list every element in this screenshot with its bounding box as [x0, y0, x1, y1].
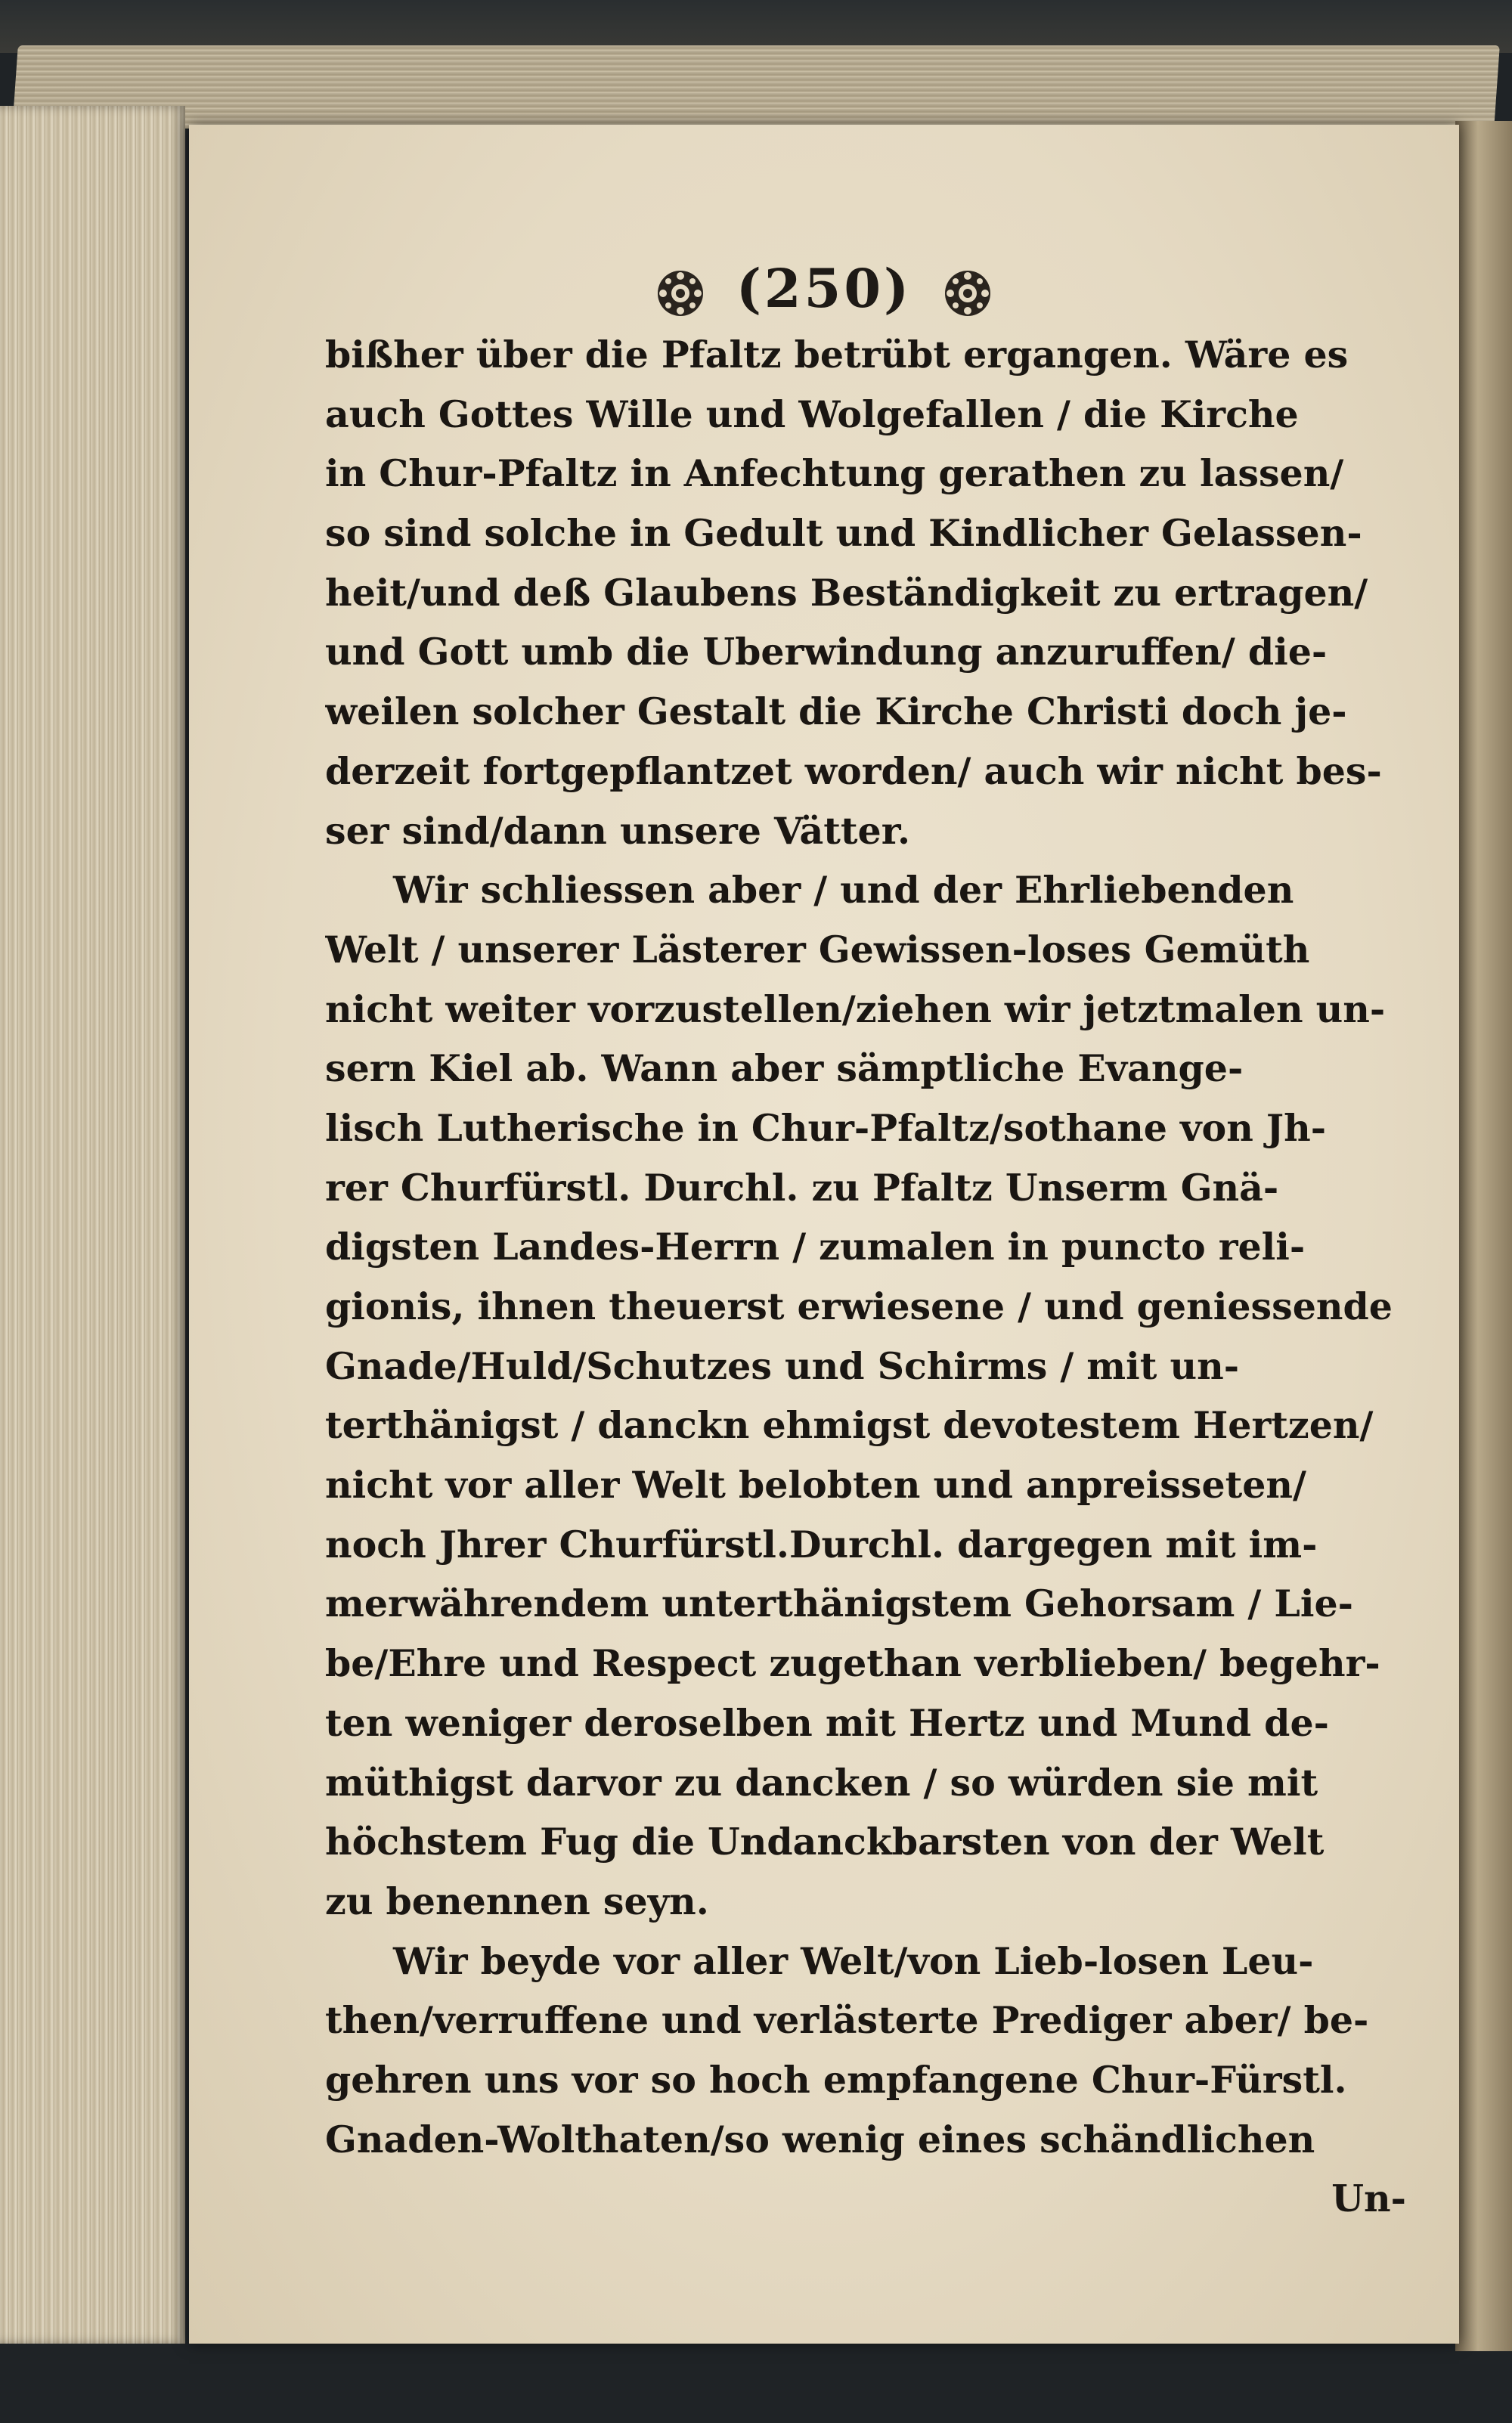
text-line: nicht weiter vorzustellen/ziehen wir jetztmalen un- — [325, 987, 1386, 1031]
text-line: in Chur-Pfaltz in Anfechtung gerathen zu lassen/ — [325, 451, 1344, 496]
body-text — [325, 325, 1406, 2229]
text-line: weilen solcher Gestalt die Kirche Christi doch je- — [325, 689, 1347, 734]
text-line: Welt / unserer Lästerer Gewissen-loses Gemüth — [325, 927, 1310, 971]
rosette-ornament-right-icon — [941, 267, 994, 320]
text-line: Gnade/Huld/Schutzes und Schirms / mit un- — [325, 1343, 1240, 1388]
text-line: lisch Lutherische in Chur-Pfaltz/sothane von Jh- — [325, 1105, 1327, 1150]
text-line: derzeit fortgepflantzet worden/ auch wir nicht bes- — [325, 748, 1382, 793]
text-line: müthigst darvor zu dancken / so würden sie mit — [325, 1760, 1318, 1805]
text-line: sern Kiel ab. Wann aber sämptliche Evange- — [325, 1046, 1244, 1091]
rosette-ornament-left-icon — [654, 267, 707, 320]
text-line: ten weniger deroselben mit Hertz und Mund de- — [325, 1700, 1329, 1745]
text-line: rer Churfürstl. Durchl. zu Pfaltz Unserm Gnä- — [325, 1165, 1279, 1210]
text-line: und Gott umb die Uberwindung anzuruffen/ die- — [325, 630, 1328, 674]
paragraph-start-line: Wir schliessen aber / und der Ehrliebenden — [393, 868, 1294, 912]
text-line: gehren uns vor so hoch empfangene Chur-Fürstl. — [325, 2057, 1347, 2102]
book-page — [189, 125, 1459, 2344]
text-line: heit/und deß Glaubens Beständigkeit zu ertragen/ — [325, 570, 1368, 615]
text-line: nicht vor aller Welt belobten und anpreisseten/ — [325, 1463, 1306, 1507]
page-header — [189, 257, 1459, 320]
text-line: terthänigst / danckn ehmigst devotestem Hertzen/ — [325, 1403, 1374, 1448]
text-line: so sind solche in Gedult und Kindlicher Gelassen- — [325, 511, 1362, 556]
text-line: zu benennen seyn. — [325, 1879, 709, 1923]
text-line: merwährendem unterthänigstem Gehorsam / Lie- — [325, 1582, 1353, 1626]
text-line: digsten Landes-Herrn / zumalen in puncto reli- — [325, 1225, 1306, 1269]
text-line: gionis, ihnen theuerst erwiesene / und geniessende — [325, 1284, 1393, 1328]
text-line: noch Jhrer Churfürstl.Durchl. dargegen mit im- — [325, 1522, 1318, 1566]
catchword: Un- — [1331, 2177, 1406, 2221]
text-line: höchstem Fug die Undanckbarsten von der Welt — [325, 1820, 1325, 1864]
text-line: be/Ehre und Respect zugethan verblieben/ begehr- — [325, 1641, 1380, 1686]
text-line: then/verruffene und verlästerte Prediger aber/ be- — [325, 1998, 1369, 2043]
text-line: Gnaden-Wolthaten/so wenig eines schändlichen — [325, 2117, 1315, 2161]
left-page-edges — [0, 106, 185, 2344]
text-line: ser sind/dann unsere Vätter. — [325, 808, 911, 853]
right-page-edge — [1455, 121, 1512, 2351]
paragraph-start-line: Wir beyde vor aller Welt/von Lieb-losen Leu- — [393, 1938, 1314, 1983]
text-line: bißher über die Pfaltz betrübt ergangen. Wäre es — [325, 333, 1349, 376]
text-line: auch Gottes Wille und Wolgefallen / die Kirche — [325, 392, 1299, 436]
top-page-edges — [12, 45, 1500, 129]
page-number: (250) — [736, 257, 912, 320]
